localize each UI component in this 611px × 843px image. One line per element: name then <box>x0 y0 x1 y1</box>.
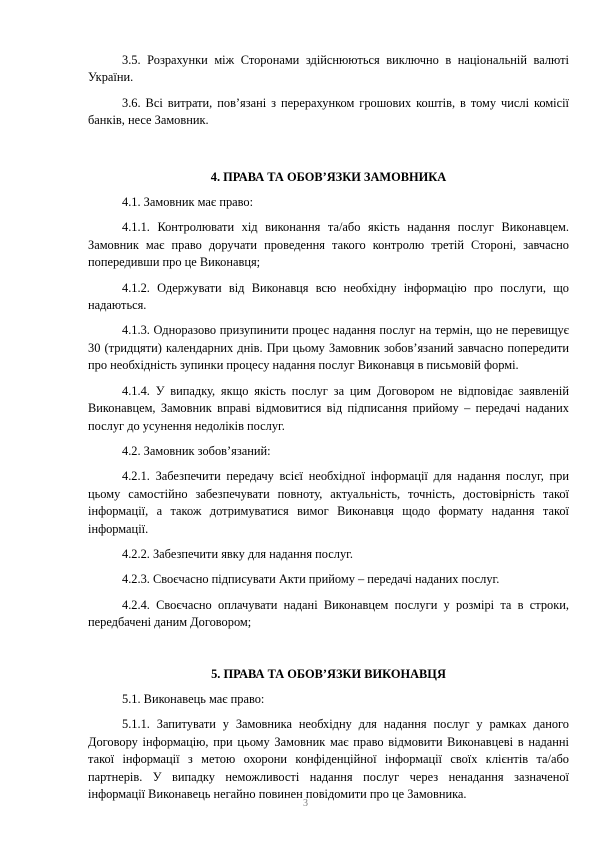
paragraph-3-6: 3.6. Всі витрати, пов’язані з перерахунком грошових коштів, в тому числі комісії банків, несе Замовник. <box>88 95 569 128</box>
paragraph-5-1: 5.1. Виконавець має право: <box>122 691 265 706</box>
paragraph-4-2-2: 4.2.2. Забезпечити явку для надання послуг. <box>122 546 353 561</box>
paragraph-4-2: 4.2. Замовник зобов’язаний: <box>122 443 271 458</box>
page-content <box>88 52 569 811</box>
paragraph-3-5: 3.5. Розрахунки між Сторонами здійснюються виключно в національній валюті України. <box>88 53 569 85</box>
paragraph-5-1-1: 5.1.1. Запитувати у Замовника необхідну для надання послуг у рамках даного Договору інформацію, при цьому Замовник має право відмовити Виконавцеві в наданні такої інформації з метою охорони конфіденційної інформації своїх клієнтів та/або партнерів. У випадку неможливості надання послуг через ненадання зазначеної інформації Виконавець негайно повинен повідомити про це Замовника. <box>88 717 569 801</box>
paragraph-4-1: 4.1. Замовник має право: <box>122 195 254 210</box>
page-number: 3 <box>303 798 308 809</box>
paragraph-4-2-4: 4.2.4. Своєчасно оплачувати надані Виконавцем послуги у розмірі та в строки, передбачені даним Договором; <box>88 597 569 630</box>
paragraph-4-2-1: 4.2.1. Забезпечити передачу всієї необхідної інформації для надання послуг, при цьому самостійно забезпечувати повноту, актуальність, точність, достовірність такої інформації, а також дотримуватися вимог Виконавця щодо формату надання такої інформації. <box>88 469 569 536</box>
paragraph-4-1-1: 4.1.1. Контролювати хід виконання та/або якість надання послуг Виконавцем. Замовник має право доручати проведення такого контролю третій Стороні, завчасно попередивши про це Виконавця; <box>88 220 569 270</box>
section-4-heading: 4. ПРАВА ТА ОБОВ’ЯЗКИ ЗАМОВНИКА <box>210 169 447 184</box>
paragraph-4-1-2: 4.1.2. Одержувати від Виконавця всю необхідну інформацію про послуги, що надаються. <box>88 280 569 313</box>
paragraph-4-2-3: 4.2.3. Своєчасно підписувати Акти прийому – передачі наданих послуг. <box>122 572 500 587</box>
section-5-heading: 5. ПРАВА ТА ОБОВ’ЯЗКИ ВИКОНАВЦЯ <box>211 666 446 681</box>
paragraph-4-1-4: 4.1.4. У випадку, якщо якість послуг за цим Договором не відповідає заявленій Виконавцем, Замовник вправі відмовитися від підписання прийому – передачі наданих послуг до усунення недоліків послуг. <box>88 383 569 433</box>
paragraph-4-1-3: 4.1.3. Одноразово призупинити процес надання послуг на термін, що не перевищує 30 (тридцяти) календарних днів. При цьому Замовник зобов’язаний завчасно попередити про необхідність зупинки процесу надання послуг Виконавця в письмовій формі. <box>88 323 569 373</box>
